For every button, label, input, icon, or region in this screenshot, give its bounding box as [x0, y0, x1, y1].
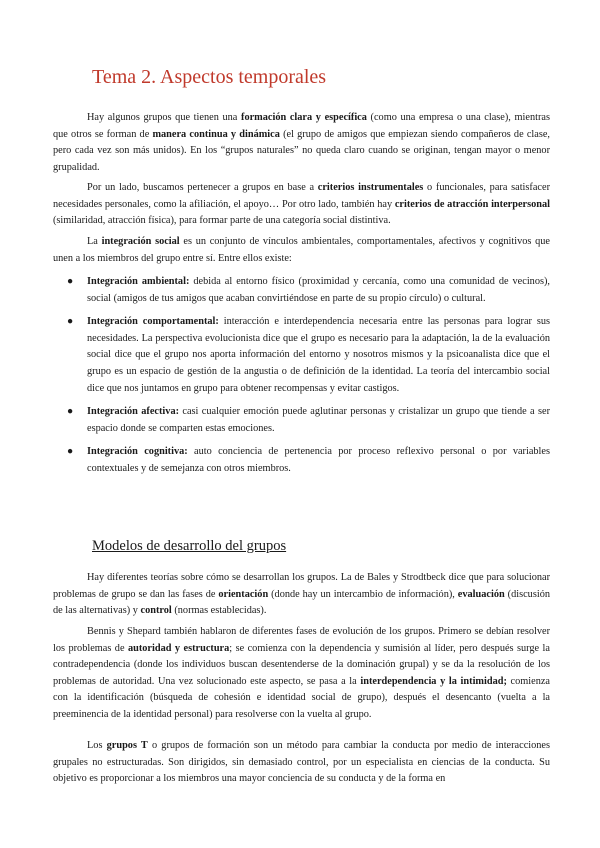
list-item: ● Integración ambiental: debida al entorno físico (proximidad y cercanía, como una comunidad de vecinos), social (amigos de tus amigos que acaban convirtiéndose en parte de su propio círculo) o cultural.: [67, 276, 550, 304]
section-heading: Modelos de desarrollo del grupos: [92, 538, 287, 554]
paragraph-formation: Hay algunos grupos que tienen una formación clara y específica (como una empresa o una clase), mientras que otros se forman de manera continua y dinámica (el grupo de amigos que empiezan siendo compañeros de clase, pero cada vez son más unidos). En los “grupos naturales” no queda claro cuando se originan, tengan mayor o menor grupalidad.: [53, 112, 550, 173]
list-item: ● Integración comportamental: interacción e interdependencia necesaria entre las personas para lograr sus necesidades. La perspectiva evolucionista dice que el grupo es necesario para la adaptación, la de la evaluación social dice que el grupo nos aporta información del entorno y nosotros mismos y la psicoanalista dice que el grupo es un espacio de gestión de la angustia o de definición de la identidad. La teoría del intercambio social dice que nos juntamos en grupo para obtener recompensas y evitar castigos.: [67, 316, 550, 394]
list-item: ● Integración cognitiva: auto conciencia de pertenencia por proceso reflexivo personal o por variables contextuales y de semejanza con otros miembros.: [67, 446, 550, 474]
list-item: ● Integración afectiva: casi cualquier emoción puede aglutinar personas y cristalizar un grupo que tiende a ser espacio donde se comparten estas emociones.: [67, 406, 551, 434]
bullet-icon: ●: [67, 316, 74, 328]
bullet-icon: ●: [67, 406, 74, 418]
integration-list: [53, 274, 550, 478]
bullet-icon: ●: [67, 446, 74, 458]
bullet-icon: ●: [67, 276, 74, 287]
page-title: Tema 2. Aspectos temporales: [92, 66, 327, 88]
paragraph-bales: Hay diferentes teorías sobre cómo se desarrollan los grupos. La de Bales y Strodtbeck dice que para solucionar problemas de grupo se dan las fases de orientación (donde hay un intercambio de información), evaluación (discusión de las alternativas) y control (normas establecidas).: [53, 572, 550, 617]
paragraph-social-integration: La integración social es un conjunto de vínculos ambientales, comportamentales, afectivos y cognitivos que unen a los miembros del grupo entre sí. Entre ellos existe:: [53, 236, 550, 264]
paragraph-criteria: Por un lado, buscamos pertenecer a grupos en base a criterios instrumentales o funcionales, para satisfacer necesidades personales, como la afiliación, el apoyo… Por otro lado, también hay criterios de atracción interpersonal (similaridad, atracción física), para formar parte de una categoría social distintiva.: [53, 182, 550, 227]
paragraph-t-groups: Los grupos T o grupos de formación son un método para cambiar la conducta por medio de interacciones grupales no estructuradas. Son dirigidos, sin demasiado control, por un especialista en ciencias de la conducta. Su objetivo es proporcionar a los miembros una mayor conciencia de su conducta y de la forma en: [53, 740, 550, 785]
paragraph-bennis: Bennis y Shepard también hablaron de diferentes fases de evolución de los grupos. Primero se debían resolver los problemas de autoridad y estructura; se comienza con la dependencia y sumisión al líder, pero después surge la contradependencia (donde los individuos buscan desentenderse de la dominación grupal) y se da la resolución de los problemas de autoridad. Una vez solucionado este aspecto, se pasa a la interdependencia y la intimidad; comienza con la identificación (búsqueda de cohesión e identidad social de grupo), después el desencanto (vuelta a la preeminencia de la identidad personal) para resolverse con la vuelta al grupo.: [53, 626, 551, 720]
